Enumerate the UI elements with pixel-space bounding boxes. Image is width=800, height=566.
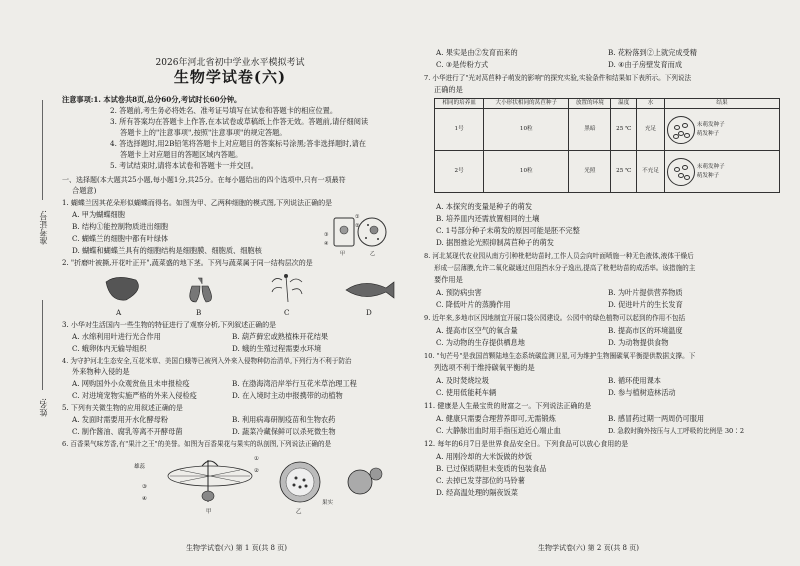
- table-header: 结果: [665, 99, 780, 109]
- q6-option-a: A. 果实是由②发育而来的: [436, 48, 518, 57]
- q12-option-a: A. 用刚冷却的大米饭做的炒饭: [436, 452, 533, 461]
- q12-option-d: D. 经高温处理的隔夜饭菜: [436, 488, 518, 497]
- table-cell: 1号: [435, 109, 484, 151]
- q9-option-c: C. 为动物的生存提供栖息地: [436, 338, 525, 347]
- experiment-table: [434, 98, 780, 193]
- binding-margin: [0, 0, 58, 566]
- q10-option-a: A. 及时焚烧垃圾: [436, 376, 489, 385]
- cell-diagram: [324, 212, 390, 258]
- passion-fruit-figure: [134, 452, 390, 516]
- petri-dish-icon: [667, 158, 695, 186]
- cell-label: ①: [355, 214, 360, 220]
- table-cell-result: [665, 151, 780, 193]
- name-line: [42, 300, 43, 390]
- q5-option-a: A. 发面时需要用开水化酵母粉: [72, 415, 169, 424]
- q3-option-a: A. 水绵利用叶进行光合作用: [72, 332, 161, 341]
- table-cell: 光照: [569, 151, 611, 193]
- question-4-stem: 外来物种入侵的是: [72, 367, 130, 376]
- q11-option-d: D. 急救时胸外按压与人工呼吸的比例是 30∶2: [608, 427, 745, 435]
- cell-label: ③: [324, 232, 329, 238]
- exam-number-line: [42, 100, 43, 200]
- table-cell: 充足: [637, 109, 665, 151]
- name-label: 姓名:: [39, 398, 48, 417]
- q3-option-d: D. 蛾的生殖过程需要水环境: [232, 344, 322, 353]
- question-3-stem: 3. 小华对生活国内一些生物的特征进行了观察分析,下列叙述正确的是: [62, 321, 277, 329]
- question-12-stem: 12. 每年的6月7日是世界食品安全日。下列食品可以放心食用的是: [424, 440, 629, 448]
- legend-sprouted: 萌发种子: [696, 172, 720, 179]
- legend-unsprouted: 未萌发种子: [696, 121, 725, 128]
- q4-option-a: A. 网购国外小众观赏鱼且未申报检疫: [72, 379, 190, 388]
- q12-option-c: C. 去掉已发芽部位的马铃薯: [436, 476, 525, 485]
- table-header-row: [435, 99, 780, 109]
- section-heading: 一、选择题(本大题共25小题,每小题1分,共25分。在每小题给出的四个选项中,只有一项最符: [62, 176, 346, 184]
- fig-label: ①: [254, 456, 259, 462]
- q11-option-b: B. 感冒药过期一两周仍可服用: [608, 414, 705, 423]
- q7-option-b: B. 培养皿内还需放置相同的土壤: [436, 214, 540, 223]
- page-1: [60, 0, 400, 566]
- fig-label: 果实: [322, 500, 334, 506]
- q2-option-d: D: [366, 308, 372, 317]
- q7-option-a: A. 本探究的变量是种子的萌发: [436, 202, 533, 211]
- table-cell: 不充足: [637, 151, 665, 193]
- question-8-stem: 8. 河北某现代农业园从南方引种枇杷幼苗时,工作人员会向叶面喷施一种无色液体,液体干燥后: [424, 252, 694, 260]
- question-1-stem: 1. 蝴蝶兰因其花朵形似蝴蝶而得名。如图为甲、乙两种细胞的模式图,下列说法正确的是: [62, 199, 333, 207]
- legend-unsprouted: 未萌发种子: [696, 163, 725, 170]
- question-5-stem: 5. 下列有关微生物的应用叙述正确的是: [62, 404, 183, 412]
- question-6-stem: 6. 百香果气味芳香,有"果汁之王"的美誉。如图为百香果花与果实的纵剖图,下列说法正确的是: [62, 440, 332, 448]
- q6-option-b: B. 花粉落到②上就完成受精: [608, 48, 697, 57]
- organ-figures-icon: [96, 272, 396, 308]
- q8-option-c: C. 降低叶片的蒸腾作用: [436, 300, 511, 309]
- q8-option-a: A. 预防病虫害: [436, 288, 482, 297]
- q4-option-d: D. 在入境时主动申报携带的动植物: [232, 391, 343, 400]
- note-line: 答题卡上对应题目的答题区域内答题。: [120, 150, 243, 159]
- q6-option-c: C. ③是传粉方式: [436, 60, 489, 69]
- page-2: [418, 0, 788, 566]
- question-11-stem: 11. 健康是人生最宝贵的财富之一。下列说法正确的是: [424, 402, 592, 410]
- question-4-stem: 4. 为守护河北生态安全,互花米草、美国白蛾等已被列入外来入侵物种防治清单,下列行为不利于防治: [62, 357, 352, 365]
- exam-number-label: 准考证号:: [39, 210, 48, 245]
- q2-option-b: B: [196, 308, 202, 317]
- table-header: 相同的培养皿: [435, 99, 484, 109]
- exam-title: 2026年河北省初中学业水平模拟考试: [155, 58, 305, 68]
- note-line: 5. 考试结束时,请将本试卷和答题卡一并交回。: [110, 161, 258, 170]
- fig-label: ④: [142, 496, 147, 502]
- q3-option-c: C. 蛾卵体内无输导组织: [72, 344, 147, 353]
- note-line: 答题卡上的"注意事项",按照"注意事项"的规定答题。: [120, 128, 287, 137]
- fig-label: 乙: [296, 509, 302, 515]
- section-heading: 合题意): [72, 186, 97, 195]
- cell-label: 乙: [370, 251, 376, 257]
- table-cell: 2号: [435, 151, 484, 193]
- q3-option-b: B. 葫芦藓宏或熟植株开花结果: [232, 332, 329, 341]
- question-8-stem: 形成一层薄膜,允许二氧化碳通过但阻挡水分子逸出,提高了枇杷幼苗的成活率。该措施的主: [434, 264, 696, 272]
- table-cell: 黑暗: [569, 109, 611, 151]
- q6-option-d: D. ④由子房壁发育而成: [608, 60, 683, 69]
- q5-option-d: D. 蔬菜冷藏保鲜可以杀死微生物: [232, 427, 336, 436]
- table-row: [435, 151, 780, 193]
- table-header: 放置的环境: [569, 99, 611, 109]
- q8-option-d: D. 促进叶片的生长发育: [608, 300, 683, 309]
- q1-option-c: C. 蝴蝶兰的细胞中都有叶绿体: [72, 234, 169, 243]
- q5-option-c: C. 制作酱油、腐乳等离不开酵母菌: [72, 427, 183, 436]
- q1-option-b: B. 结构①能控制物质进出细胞: [72, 222, 169, 231]
- cell-label: ②: [355, 223, 360, 229]
- q4-option-b: B. 在渤海湾沿岸举行互花米草治理工程: [232, 379, 357, 388]
- q7-option-c: C. 1号部分种子未萌发的原因可能是胚不完整: [436, 226, 580, 235]
- table-cell: 25 ℃: [611, 151, 637, 193]
- cell-label: 甲: [340, 251, 346, 257]
- q5-option-b: B. 利用病毒研制疫苗和生物农药: [232, 415, 336, 424]
- q2-option-a: A: [116, 308, 122, 317]
- passion-fruit-icon: [150, 452, 390, 516]
- question-10-stem: 列选项不利于维持碳氧平衡的是: [434, 363, 535, 372]
- question-2-stem: 2. "折磨叶被撕,开花叶正开",蔬菜盛的地下茎。下列与蔬菜属于同一结构层次的是: [62, 259, 313, 267]
- table-row: [435, 109, 780, 151]
- question-10-stem: 10. "旬芒号"是我国首颗陆地生态系统碳监测卫星,可为维护生物圈碳氧平衡提供数据支撑。下: [424, 352, 696, 360]
- q12-option-b: B. 已过保质期但未变质的包装食品: [436, 464, 547, 473]
- question-7-stem: 7. 小华进行了"光对莴苣种子萌发的影响"的探究实验,实验条件和结果如下表所示。下列说法: [424, 74, 692, 82]
- question-8-stem: 要作用是: [434, 275, 463, 284]
- q1-option-d: D. 蝴蝶和蝴蝶兰具有的细胞结构是细胞膜、细胞质、细胞核: [72, 246, 262, 255]
- q10-option-c: C. 使用低能耗车辆: [436, 388, 497, 397]
- table-header: 大小形状相同的莴苣种子: [484, 99, 569, 109]
- fig-label: 甲: [206, 509, 212, 515]
- legend-sprouted: 萌发种子: [696, 130, 720, 137]
- note-line: 4. 答选择题时,用2B铅笔将答题卡上对应题目的答案标号涂黑;答非选择题时,请在: [110, 139, 366, 148]
- q10-option-b: B. 循环使用课本: [608, 376, 661, 385]
- q11-option-c: C. 大静脉出血时用手指压迫近心端止血: [436, 426, 561, 435]
- q8-option-b: B. 为叶片提供营养物质: [608, 288, 683, 297]
- q7-option-d: D. 据图推论光照抑制莴苣种子的萌发: [436, 238, 554, 247]
- fig-label: ③: [142, 484, 147, 490]
- q9-option-d: D. 为动物提供食物: [608, 338, 669, 347]
- table-header: 温度: [611, 99, 637, 109]
- page-1-footer: 生物学试卷(六) 第 1 页(共 8 页): [186, 544, 287, 552]
- q1-option-a: A. 甲为蝴蝶细胞: [72, 210, 125, 219]
- q2-option-c: C: [284, 308, 290, 317]
- fig-label: 雄蕊: [134, 464, 146, 470]
- exam-subject: 生物学试卷(六): [173, 68, 287, 86]
- table-header: 水: [637, 99, 665, 109]
- cell-diagram-icon: [330, 212, 390, 258]
- question-7-stem: 正确的是: [434, 85, 463, 94]
- q11-option-a: A. 健康只需要合理营养即可,无需锻炼: [436, 414, 556, 423]
- table-cell: 25 ℃: [611, 109, 637, 151]
- page-2-footer: 生物学试卷(六) 第 2 页(共 8 页): [538, 544, 639, 552]
- cell-label: ④: [324, 241, 329, 247]
- question-9-stem: 9. 近年来,多地市区因地制宜开展口袋公园建设。公园中的绿色植物可以起到的作用不包括: [424, 314, 686, 322]
- q4-option-c: C. 对进境宠物实施严格的外来入侵检疫: [72, 391, 197, 400]
- table-cell-result: [665, 109, 780, 151]
- note-line: 3. 所有答案均在答题卡上作答,在本试卷或草稿纸上作答无效。答题前,请仔细阅读: [110, 117, 369, 126]
- q10-option-d: D. 参与植树造林活动: [608, 388, 676, 397]
- fig-label: ②: [254, 468, 259, 474]
- note-line: 2. 答题前,考生务必将姓名、准考证号填写在试卷和答题卡的相应位置。: [110, 106, 338, 115]
- q9-option-b: B. 提高市区的环境温度: [608, 326, 683, 335]
- q9-option-a: A. 提高市区空气的氧含量: [436, 326, 518, 335]
- petri-dish-icon: [667, 116, 695, 144]
- note-line: 注意事项:1. 本试卷共8页,总分60分,考试时长60分钟。: [62, 95, 242, 104]
- table-cell: 10粒: [484, 151, 569, 193]
- table-cell: 10粒: [484, 109, 569, 151]
- q2-figures: [96, 272, 396, 318]
